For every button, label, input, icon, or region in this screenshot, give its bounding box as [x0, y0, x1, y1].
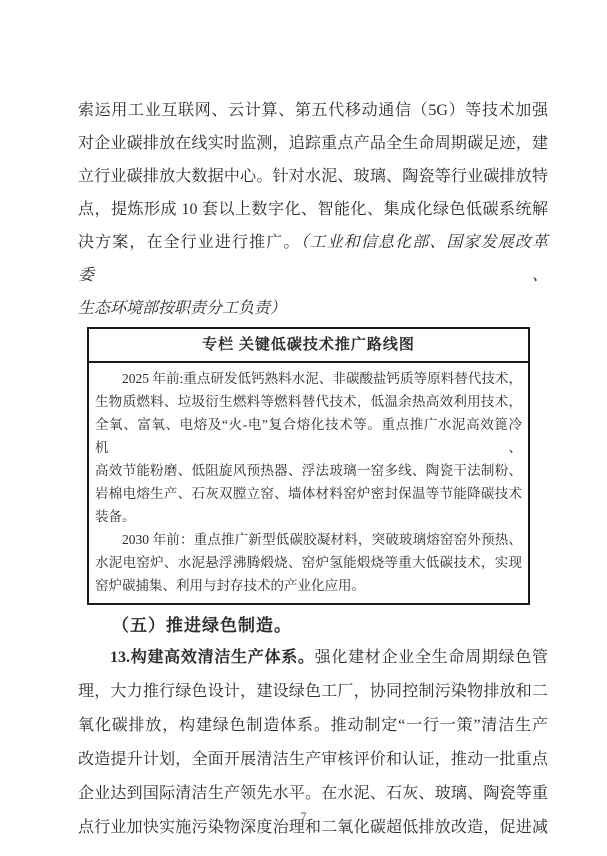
text-line: 窑炉碳捕集、利用与封存技术的产业化应用。 [95, 578, 365, 593]
text-column [78, 94, 548, 845]
responsibility-attribution: （工业和信息化部、国家发展改革委、 [78, 234, 548, 284]
text-line: 对企业碳排放在线实时监测，追踪重点产品全生命周期碳足迹，建 [78, 135, 548, 152]
text-line: 高效节能粉磨、低阻旋风预热器、浮法玻璃一窑多线、陶瓷干法制粉、 [95, 463, 522, 478]
item13-lead: 13.构建高效清洁生产体系。 [110, 649, 315, 666]
text-line: 生物质燃料、垃圾衍生燃料等燃料替代技术，低温余热高效利用技术， [95, 394, 522, 409]
section-heading: （五）推进绿色制造。 [112, 616, 292, 635]
text-line [78, 226, 548, 292]
text-line: 全氧、富氧、电熔及“火-电”复合熔化技术等。重点推广水泥高效篦冷机、 [95, 417, 522, 455]
text-segment: 强化建材企业全生命周期绿色管 [314, 649, 548, 666]
column-box-title: 专栏 关键低碳技术推广路线图 [89, 329, 528, 363]
text-line: 水泥电窑炉、水泥悬浮沸腾煅烧、窑炉氢能煅烧等重大低碳技术，实现 [95, 555, 522, 570]
text-line: 2025 年前:重点研发低钙熟料水泥、非碳酸盐钙质等原料替代技术， [122, 371, 522, 386]
text-line: 岩棉电熔生产、石灰双膛立窑、墙体材料窑炉密封保温等节能降碳技术 [95, 486, 522, 501]
text-line: 理，大力推行绿色设计，建设绿色工厂，协同控制污染物排放和二 [78, 683, 548, 700]
text-line: 点，提炼形成 10 套以上数字化、智能化、集成化绿色低碳系统解 [78, 201, 548, 218]
page-number: 7 [300, 809, 307, 823]
text-line: 企业达到国际清洁生产领先水平。在水泥、石灰、玻璃、陶瓷等重 [78, 785, 548, 802]
responsibility-attribution: 生态环境部按职责分工负责） [78, 300, 287, 317]
intro-paragraph [78, 94, 548, 325]
text-line: 索运用工业互联网、云计算、第五代移动通信（5G）等技术加强 [78, 102, 548, 119]
text-line: 装备。 [95, 509, 136, 524]
text-line: 点行业加快实施污染物深度治理和二氧化碳超低排放改造，促进减 [78, 819, 548, 836]
text-line [78, 641, 548, 675]
column-box [87, 327, 530, 605]
text-line: 改造提升计划，全面开展清洁生产审核评价和认证，推动一批重点 [78, 751, 548, 768]
text-line: 氧化碳排放，构建绿色制造体系。推动制定“一行一策”清洁生产 [78, 717, 548, 734]
text-line: 立行业碳排放大数据中心。针对水泥、玻璃、陶瓷等行业碳排放特 [78, 168, 548, 185]
column-box-content [89, 363, 528, 603]
text-segment: 决方案，在全行业进行推广。 [78, 234, 301, 251]
text-line: 2030 年前：重点推广新型低碳胶凝材料，突破玻璃熔窑窑外预热、 [122, 532, 522, 547]
